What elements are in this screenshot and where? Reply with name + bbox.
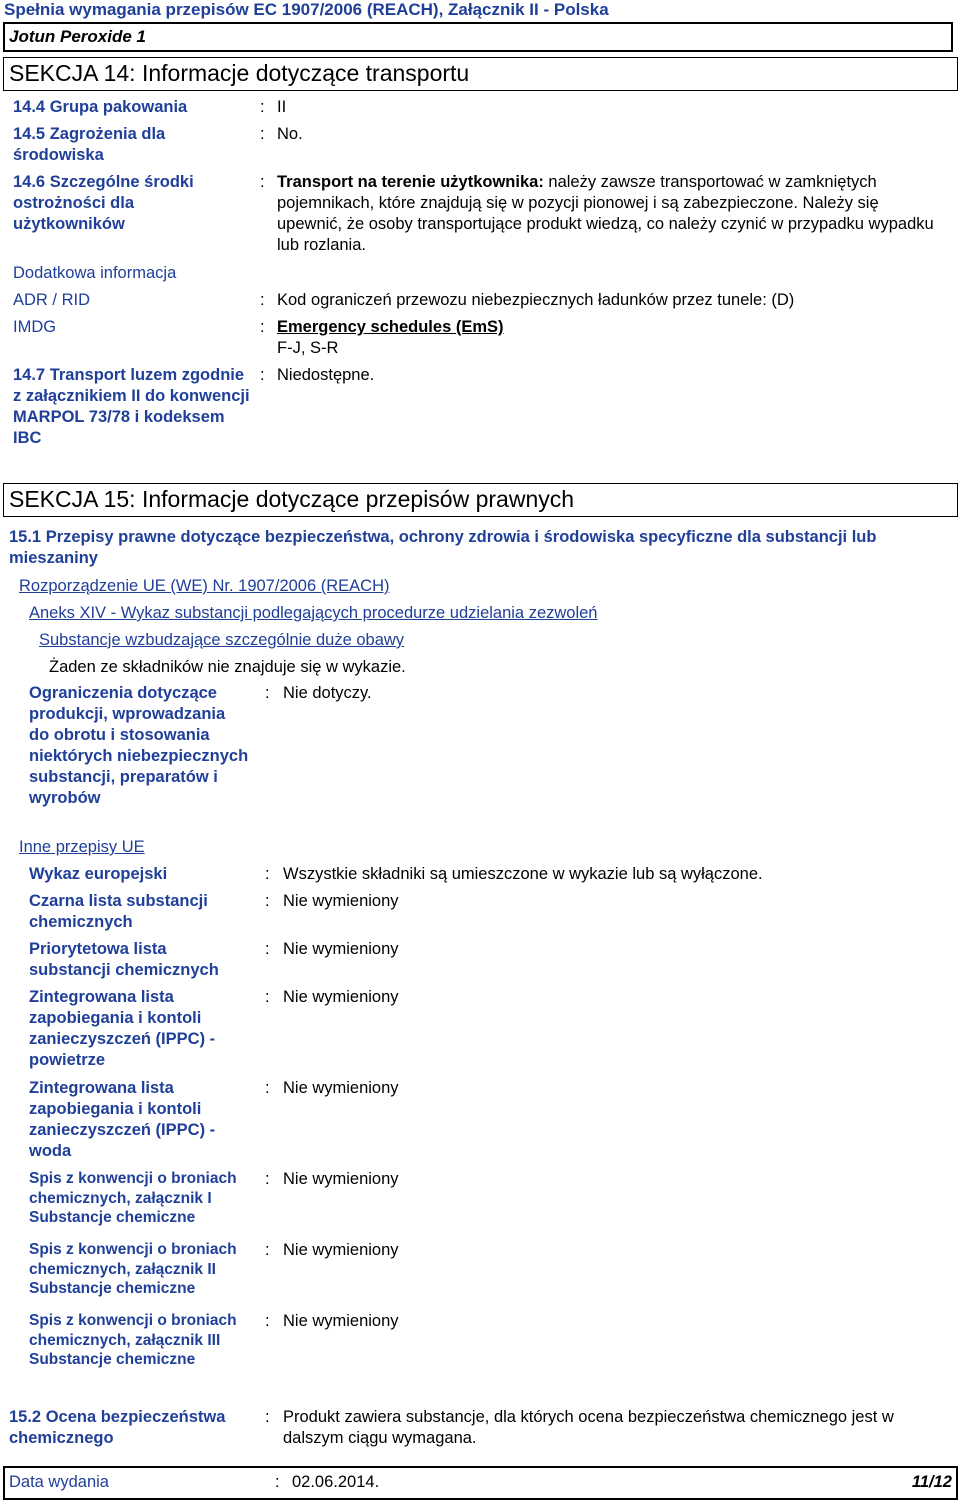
colon: : <box>265 684 270 702</box>
colon: : <box>275 1473 280 1491</box>
eu-row-label: Zintegrowana lista zapobiegania i kontoli zanieczyszczeń (IPPC) - powietrze <box>29 988 216 1069</box>
page-number: 11/12 <box>911 1473 952 1491</box>
ems-heading: Emergency schedules (EmS) <box>277 318 504 336</box>
footer-box <box>3 1466 958 1500</box>
eu-row-value: Nie wymieniony <box>283 940 399 958</box>
none-listed-text: Żaden ze składników nie znajduje się w wykazie. <box>49 658 406 676</box>
colon: : <box>260 366 265 384</box>
packing-group-value: II <box>277 98 287 116</box>
user-precautions-label: 14.6 Szczególne środki ostrożności dla użytkowników <box>13 173 194 233</box>
eu-row-value: Nie wymieniony <box>283 988 399 1006</box>
colon: : <box>265 1408 270 1426</box>
eu-row-label: Wykaz europejski <box>29 865 168 883</box>
marpol-label: 14.7 Transport luzem zgodnie z załącznikiem II do konwencji MARPOL 73/78 i kodeksem IBC <box>13 366 250 447</box>
restrictions-label: Ograniczenia dotyczące produkcji, wprowadzania do obrotu i stosowania niektórych niebezpiecznych substancji, preparatów i wyrobów <box>29 684 249 807</box>
colon: : <box>265 865 270 883</box>
marpol-value: Niedostępne. <box>277 366 375 384</box>
reach-heading: Rozporządzenie UE (WE) Nr. 1907/2006 (REACH) <box>19 577 390 595</box>
product-name: Jotun Peroxide 1 <box>9 27 146 46</box>
additional-info-label: Dodatkowa informacja <box>13 264 177 282</box>
section-14-title: SEKCJA 14: Informacje dotyczące transportu <box>9 60 470 86</box>
eu-row-label: Spis z konwencji o broniach chemicznych, załącznik III Substancje chemiczne <box>29 1312 237 1368</box>
section-15-title: SEKCJA 15: Informacje dotyczące przepisów prawnych <box>9 486 575 512</box>
ems-value: F-J, S-R <box>277 339 339 357</box>
colon: : <box>265 1241 270 1259</box>
other-eu-heading: Inne przepisy UE <box>19 838 145 856</box>
imdg-label: IMDG <box>13 318 57 336</box>
eu-row-value: Nie wymieniony <box>283 892 399 910</box>
colon: : <box>265 988 270 1006</box>
reg-15-1-heading: 15.1 Przepisy prawne dotyczące bezpieczeństwa, ochrony zdrowia i środowiska specyficzne dla substancji lub mieszaniny <box>9 528 877 567</box>
eu-row-label: Zintegrowana lista zapobiegania i kontoli zanieczyszczeń (IPPC) - woda <box>29 1079 216 1160</box>
eu-row-label: Czarna lista substancji chemicznych <box>29 892 208 931</box>
colon: : <box>265 892 270 910</box>
colon: : <box>260 125 265 143</box>
user-precautions-bold: Transport na terenie użytkownika: <box>277 173 544 191</box>
colon: : <box>260 98 265 116</box>
safety-assessment-value: Produkt zawiera substancje, dla których ocena bezpieczeństwa chemicznego jest w dalszym ciągu wymagana. <box>283 1408 894 1447</box>
env-hazard-value: No. <box>277 125 303 143</box>
svhc-heading: Substancje wzbudzające szczególnie duże obawy <box>39 631 405 649</box>
user-precautions-value <box>277 172 947 256</box>
eu-row-value: Nie wymieniony <box>283 1170 399 1188</box>
annex-xiv-heading: Aneks XIV - Wykaz substancji podlegających procedurze udzielania zezwoleń <box>29 604 598 622</box>
eu-row-value: Nie wymieniony <box>283 1241 399 1259</box>
safety-assessment-label: 15.2 Ocena bezpieczeństwa chemicznego <box>9 1408 226 1447</box>
colon: : <box>260 173 265 191</box>
footer-date-value: 02.06.2014. <box>292 1473 380 1491</box>
colon: : <box>260 291 265 309</box>
regulation-title: Spełnia wymagania przepisów EC 1907/2006 (REACH), Załącznik II - Polska <box>4 0 609 19</box>
packing-group-label: 14.4 Grupa pakowania <box>13 98 188 116</box>
colon: : <box>265 1312 270 1330</box>
adr-rid-label: ADR / RID <box>13 291 91 309</box>
eu-row-value: Wszystkie składniki są umieszczone w wykazie lub są wyłączone. <box>283 865 763 883</box>
env-hazard-label: 14.5 Zagrożenia dla środowiska <box>13 125 166 164</box>
eu-row-label: Spis z konwencji o broniach chemicznych, załącznik I Substancje chemiczne <box>29 1170 237 1226</box>
eu-row-value: Nie wymieniony <box>283 1312 399 1330</box>
user-precautions-text: należy zawsze transportować w zamkniętych pojemnikach, które znajdują się w pozycji pionowej i są zabezpieczone. Należy się upewnić, że osoby transportujące produkt wiedzą, co należy czynić w przypadku wypadku lub rozlania. <box>277 173 934 254</box>
eu-row-label: Spis z konwencji o broniach chemicznych, załącznik II Substancje chemiczne <box>29 1241 237 1297</box>
colon: : <box>265 1170 270 1188</box>
adr-rid-value: Kod ograniczeń przewozu niebezpiecznych ładunków przez tunele: (D) <box>277 291 795 309</box>
colon: : <box>260 318 265 336</box>
restrictions-value: Nie dotyczy. <box>283 684 372 702</box>
eu-row-label: Priorytetowa lista substancji chemicznych <box>29 940 219 979</box>
eu-row-value: Nie wymieniony <box>283 1079 399 1097</box>
colon: : <box>265 1079 270 1097</box>
colon: : <box>265 940 270 958</box>
footer-date-label: Data wydania <box>9 1473 109 1491</box>
